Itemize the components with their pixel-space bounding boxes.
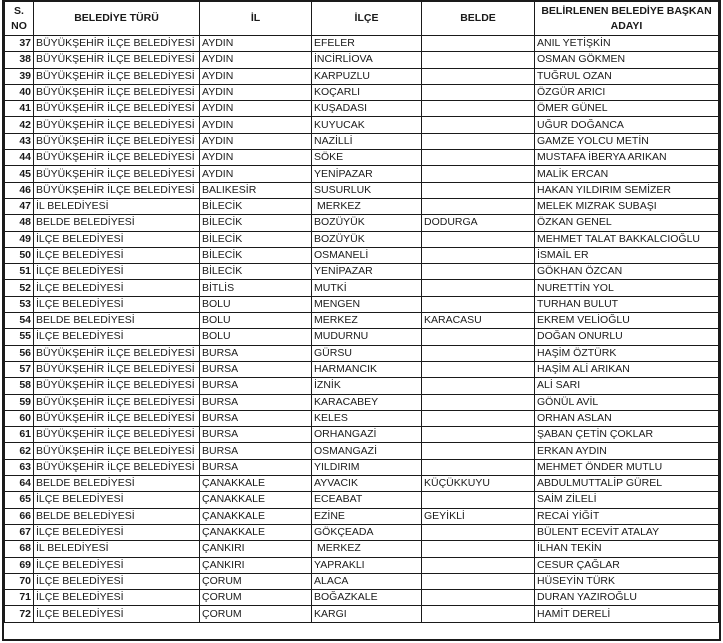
town-cell	[422, 573, 535, 589]
province-cell: BİLECİK	[200, 247, 312, 263]
municipality-type-cell: BELDE BELEDİYESİ	[34, 215, 200, 231]
town-cell	[422, 443, 535, 459]
candidate-cell: BÜLENT ECEVİT ATALAY	[535, 524, 719, 540]
table-row	[5, 443, 719, 459]
province-cell: BURSA	[200, 459, 312, 475]
table-row	[5, 573, 719, 589]
row-number: 38	[5, 52, 34, 68]
table-row	[5, 247, 719, 263]
candidate-cell: EKREM VELİOĞLU	[535, 313, 719, 329]
province-cell: AYDIN	[200, 133, 312, 149]
municipality-type-cell: BÜYÜKŞEHİR İLÇE BELEDİYESİ	[34, 182, 200, 198]
district-cell: MENGEN	[312, 296, 422, 312]
municipality-type-cell: BÜYÜKŞEHİR İLÇE BELEDİYESİ	[34, 36, 200, 52]
row-number: 65	[5, 492, 34, 508]
district-cell: EZİNE	[312, 508, 422, 524]
town-cell	[422, 410, 535, 426]
candidate-cell: ŞABAN ÇETİN ÇOKLAR	[535, 427, 719, 443]
candidate-cell: ÖZGÜR ARICI	[535, 84, 719, 100]
municipality-type-cell: BÜYÜKŞEHİR İLÇE BELEDİYESİ	[34, 133, 200, 149]
province-cell: BURSA	[200, 378, 312, 394]
district-cell: OSMANGAZİ	[312, 443, 422, 459]
table-row	[5, 182, 719, 198]
row-number: 41	[5, 101, 34, 117]
district-cell: KUYUCAK	[312, 117, 422, 133]
candidate-cell: MUSTAFA İBERYA ARIKAN	[535, 150, 719, 166]
province-cell: BALIKESİR	[200, 182, 312, 198]
town-cell	[422, 231, 535, 247]
candidate-cell: İLHAN TEKİN	[535, 541, 719, 557]
province-cell: BİLECİK	[200, 264, 312, 280]
municipality-type-cell: İLÇE BELEDİYESİ	[34, 296, 200, 312]
candidate-cell: DURAN YAZIROĞLU	[535, 590, 719, 606]
province-cell: BURSA	[200, 394, 312, 410]
candidate-cell: ORHAN ASLAN	[535, 410, 719, 426]
row-number: 50	[5, 247, 34, 263]
town-cell	[422, 541, 535, 557]
row-number: 69	[5, 557, 34, 573]
row-number: 48	[5, 215, 34, 231]
municipality-type-cell: BÜYÜKŞEHİR İLÇE BELEDİYESİ	[34, 427, 200, 443]
candidate-cell: MELEK MIZRAK SUBAŞI	[535, 198, 719, 214]
district-cell: İNCİRLİOVA	[312, 52, 422, 68]
candidate-cell: GÖKHAN ÖZCAN	[535, 264, 719, 280]
municipality-type-cell: İLÇE BELEDİYESİ	[34, 606, 200, 622]
municipality-type-cell: İLÇE BELEDİYESİ	[34, 231, 200, 247]
municipality-type-cell: İLÇE BELEDİYESİ	[34, 247, 200, 263]
candidate-cell: HAŞİM ALİ ARIKAN	[535, 361, 719, 377]
district-cell: ALACA	[312, 573, 422, 589]
table-row	[5, 264, 719, 280]
row-number: 46	[5, 182, 34, 198]
candidate-cell: TURHAN BULUT	[535, 296, 719, 312]
town-cell	[422, 524, 535, 540]
table-header-row	[5, 2, 719, 36]
row-number: 58	[5, 378, 34, 394]
district-cell: KUŞADASI	[312, 101, 422, 117]
district-cell: BOZÜYÜK	[312, 231, 422, 247]
table-row	[5, 329, 719, 345]
municipality-type-cell: İLÇE BELEDİYESİ	[34, 329, 200, 345]
row-number: 55	[5, 329, 34, 345]
district-cell: SÖKE	[312, 150, 422, 166]
province-cell: AYDIN	[200, 117, 312, 133]
header-municipality-type: BELEDİYE TÜRÜ	[34, 2, 200, 36]
row-number: 39	[5, 68, 34, 84]
header-district: İLÇE	[312, 2, 422, 36]
province-cell: BİLECİK	[200, 231, 312, 247]
municipality-type-cell: BÜYÜKŞEHİR İLÇE BELEDİYESİ	[34, 150, 200, 166]
row-number: 56	[5, 345, 34, 361]
town-cell	[422, 394, 535, 410]
province-cell: ÇANKIRI	[200, 557, 312, 573]
candidate-cell: İSMAİL ER	[535, 247, 719, 263]
row-number: 64	[5, 476, 34, 492]
candidate-cell: SAİM ZİLELİ	[535, 492, 719, 508]
table-row	[5, 231, 719, 247]
candidate-cell: ERKAN AYDIN	[535, 443, 719, 459]
candidate-table-container	[2, 0, 721, 641]
table-row	[5, 394, 719, 410]
district-cell: YENİPAZAR	[312, 264, 422, 280]
row-number: 59	[5, 394, 34, 410]
town-cell	[422, 345, 535, 361]
town-cell	[422, 117, 535, 133]
municipality-type-cell: BELDE BELEDİYESİ	[34, 508, 200, 524]
province-cell: BURSA	[200, 361, 312, 377]
row-number: 63	[5, 459, 34, 475]
province-cell: AYDIN	[200, 52, 312, 68]
row-number: 53	[5, 296, 34, 312]
town-cell	[422, 84, 535, 100]
town-cell: KARACASU	[422, 313, 535, 329]
table-row	[5, 280, 719, 296]
row-number: 51	[5, 264, 34, 280]
district-cell: YAPRAKLI	[312, 557, 422, 573]
row-number: 47	[5, 198, 34, 214]
province-cell: ÇORUM	[200, 590, 312, 606]
table-row	[5, 215, 719, 231]
municipality-type-cell: BÜYÜKŞEHİR İLÇE BELEDİYESİ	[34, 52, 200, 68]
table-row	[5, 557, 719, 573]
district-cell: ECEABAT	[312, 492, 422, 508]
candidate-cell: GÖNÜL AVİL	[535, 394, 719, 410]
municipality-type-cell: İL BELEDİYESİ	[34, 541, 200, 557]
province-cell: BURSA	[200, 345, 312, 361]
table-body	[5, 36, 719, 623]
province-cell: BİLECİK	[200, 198, 312, 214]
town-cell	[422, 296, 535, 312]
town-cell	[422, 329, 535, 345]
district-cell: SUSURLUK	[312, 182, 422, 198]
table-row	[5, 150, 719, 166]
row-number: 52	[5, 280, 34, 296]
table-row	[5, 166, 719, 182]
candidate-cell: GAMZE YOLCU METİN	[535, 133, 719, 149]
municipality-type-cell: BÜYÜKŞEHİR İLÇE BELEDİYESİ	[34, 443, 200, 459]
municipality-type-cell: İLÇE BELEDİYESİ	[34, 590, 200, 606]
row-number: 40	[5, 84, 34, 100]
district-cell: MERKEZ	[312, 313, 422, 329]
table-row	[5, 52, 719, 68]
row-number: 44	[5, 150, 34, 166]
district-cell: GÜRSU	[312, 345, 422, 361]
district-cell: NAZİLLİ	[312, 133, 422, 149]
district-cell: İZNİK	[312, 378, 422, 394]
candidate-cell: HAŞİM ÖZTÜRK	[535, 345, 719, 361]
province-cell: BURSA	[200, 443, 312, 459]
municipality-type-cell: İLÇE BELEDİYESİ	[34, 524, 200, 540]
table-row	[5, 492, 719, 508]
province-cell: AYDIN	[200, 150, 312, 166]
municipality-type-cell: İLÇE BELEDİYESİ	[34, 557, 200, 573]
province-cell: BOLU	[200, 296, 312, 312]
row-number: 54	[5, 313, 34, 329]
town-cell	[422, 264, 535, 280]
row-number: 57	[5, 361, 34, 377]
municipality-type-cell: BÜYÜKŞEHİR İLÇE BELEDİYESİ	[34, 378, 200, 394]
header-province: İL	[200, 2, 312, 36]
province-cell: BURSA	[200, 410, 312, 426]
table-row	[5, 410, 719, 426]
row-number: 66	[5, 508, 34, 524]
header-town: BELDE	[422, 2, 535, 36]
candidate-cell: ABDULMUTTALİP GÜREL	[535, 476, 719, 492]
district-cell: MERKEZ	[312, 198, 422, 214]
table-row	[5, 606, 719, 622]
candidate-cell: HÜSEYİN TÜRK	[535, 573, 719, 589]
municipality-type-cell: BÜYÜKŞEHİR İLÇE BELEDİYESİ	[34, 117, 200, 133]
district-cell: ORHANGAZİ	[312, 427, 422, 443]
province-cell: ÇANKIRI	[200, 541, 312, 557]
municipality-type-cell: BELDE BELEDİYESİ	[34, 476, 200, 492]
table-row	[5, 296, 719, 312]
row-number: 49	[5, 231, 34, 247]
town-cell	[422, 361, 535, 377]
row-number: 72	[5, 606, 34, 622]
town-cell	[422, 198, 535, 214]
header-candidate: BELİRLENEN BELEDİYE BAŞKAN ADAYI	[535, 2, 719, 36]
municipality-type-cell: İL BELEDİYESİ	[34, 198, 200, 214]
municipality-type-cell: BELDE BELEDİYESİ	[34, 313, 200, 329]
province-cell: BURSA	[200, 427, 312, 443]
municipality-type-cell: İLÇE BELEDİYESİ	[34, 264, 200, 280]
candidate-cell: DOĞAN ONURLU	[535, 329, 719, 345]
table-row	[5, 198, 719, 214]
town-cell	[422, 182, 535, 198]
province-cell: AYDIN	[200, 36, 312, 52]
district-cell: YILDIRIM	[312, 459, 422, 475]
candidate-cell: HAKAN YILDIRIM SEMİZER	[535, 182, 719, 198]
province-cell: ÇANAKKALE	[200, 508, 312, 524]
town-cell	[422, 459, 535, 475]
candidate-cell: OSMAN GÖKMEN	[535, 52, 719, 68]
municipality-type-cell: BÜYÜKŞEHİR İLÇE BELEDİYESİ	[34, 101, 200, 117]
district-cell: MERKEZ	[312, 541, 422, 557]
town-cell	[422, 606, 535, 622]
district-cell: EFELER	[312, 36, 422, 52]
district-cell: BOĞAZKALE	[312, 590, 422, 606]
district-cell: AYVACIK	[312, 476, 422, 492]
table-row	[5, 361, 719, 377]
district-cell: KELES	[312, 410, 422, 426]
province-cell: ÇORUM	[200, 573, 312, 589]
row-number: 45	[5, 166, 34, 182]
province-cell: AYDIN	[200, 101, 312, 117]
row-number: 60	[5, 410, 34, 426]
town-cell: DODURGA	[422, 215, 535, 231]
table-row	[5, 117, 719, 133]
province-cell: BİLECİK	[200, 215, 312, 231]
municipality-type-cell: BÜYÜKŞEHİR İLÇE BELEDİYESİ	[34, 394, 200, 410]
town-cell	[422, 378, 535, 394]
row-number: 37	[5, 36, 34, 52]
row-number: 61	[5, 427, 34, 443]
table-row	[5, 541, 719, 557]
town-cell	[422, 166, 535, 182]
table-row	[5, 524, 719, 540]
province-cell: BOLU	[200, 329, 312, 345]
province-cell: BOLU	[200, 313, 312, 329]
candidate-cell: NURETTİN YOL	[535, 280, 719, 296]
candidate-table	[4, 1, 719, 623]
town-cell: GEYİKLİ	[422, 508, 535, 524]
municipality-type-cell: İLÇE BELEDİYESİ	[34, 492, 200, 508]
municipality-type-cell: BÜYÜKŞEHİR İLÇE BELEDİYESİ	[34, 345, 200, 361]
district-cell: KOÇARLI	[312, 84, 422, 100]
district-cell: KARPUZLU	[312, 68, 422, 84]
province-cell: BİTLİS	[200, 280, 312, 296]
row-number: 42	[5, 117, 34, 133]
table-row	[5, 313, 719, 329]
district-cell: YENİPAZAR	[312, 166, 422, 182]
district-cell: KARGI	[312, 606, 422, 622]
town-cell	[422, 52, 535, 68]
row-number: 43	[5, 133, 34, 149]
table-row	[5, 101, 719, 117]
table-row	[5, 427, 719, 443]
municipality-type-cell: BÜYÜKŞEHİR İLÇE BELEDİYESİ	[34, 68, 200, 84]
table-row	[5, 590, 719, 606]
table-row	[5, 508, 719, 524]
town-cell: KÜÇÜKKUYU	[422, 476, 535, 492]
candidate-cell: CESUR ÇAĞLAR	[535, 557, 719, 573]
town-cell	[422, 492, 535, 508]
district-cell: BOZÜYÜK	[312, 215, 422, 231]
town-cell	[422, 150, 535, 166]
candidate-cell: ANIL YETİŞKİN	[535, 36, 719, 52]
town-cell	[422, 427, 535, 443]
candidate-cell: MEHMET TALAT BAKKALCIOĞLU	[535, 231, 719, 247]
district-cell: OSMANELİ	[312, 247, 422, 263]
table-row	[5, 476, 719, 492]
district-cell: HARMANCIK	[312, 361, 422, 377]
town-cell	[422, 557, 535, 573]
province-cell: AYDIN	[200, 68, 312, 84]
town-cell	[422, 280, 535, 296]
candidate-cell: MEHMET ÖNDER MUTLU	[535, 459, 719, 475]
province-cell: ÇANAKKALE	[200, 524, 312, 540]
candidate-cell: ÖMER GÜNEL	[535, 101, 719, 117]
municipality-type-cell: BÜYÜKŞEHİR İLÇE BELEDİYESİ	[34, 361, 200, 377]
district-cell: GÖKÇEADA	[312, 524, 422, 540]
candidate-cell: ALİ SARI	[535, 378, 719, 394]
candidate-cell: TUĞRUL OZAN	[535, 68, 719, 84]
row-number: 70	[5, 573, 34, 589]
candidate-cell: HAMİT DERELİ	[535, 606, 719, 622]
province-cell: ÇORUM	[200, 606, 312, 622]
table-row	[5, 68, 719, 84]
district-cell: MUDURNU	[312, 329, 422, 345]
province-cell: AYDIN	[200, 84, 312, 100]
table-row	[5, 133, 719, 149]
table-row	[5, 459, 719, 475]
municipality-type-cell: BÜYÜKŞEHİR İLÇE BELEDİYESİ	[34, 84, 200, 100]
row-number: 67	[5, 524, 34, 540]
province-cell: ÇANAKKALE	[200, 492, 312, 508]
municipality-type-cell: BÜYÜKŞEHİR İLÇE BELEDİYESİ	[34, 166, 200, 182]
candidate-cell: RECAİ YİĞİT	[535, 508, 719, 524]
candidate-cell: UĞUR DOĞANCA	[535, 117, 719, 133]
municipality-type-cell: İLÇE BELEDİYESİ	[34, 573, 200, 589]
town-cell	[422, 68, 535, 84]
municipality-type-cell: BÜYÜKŞEHİR İLÇE BELEDİYESİ	[34, 410, 200, 426]
town-cell	[422, 101, 535, 117]
table-row	[5, 378, 719, 394]
row-number: 68	[5, 541, 34, 557]
candidate-cell: MALİK ERCAN	[535, 166, 719, 182]
table-row	[5, 36, 719, 52]
table-row	[5, 84, 719, 100]
town-cell	[422, 247, 535, 263]
row-number: 71	[5, 590, 34, 606]
table-row	[5, 345, 719, 361]
municipality-type-cell: İLÇE BELEDİYESİ	[34, 280, 200, 296]
province-cell: ÇANAKKALE	[200, 476, 312, 492]
header-no: S. NO	[5, 2, 34, 36]
district-cell: KARACABEY	[312, 394, 422, 410]
district-cell: MUTKİ	[312, 280, 422, 296]
province-cell: AYDIN	[200, 166, 312, 182]
town-cell	[422, 133, 535, 149]
candidate-cell: ÖZKAN GENEL	[535, 215, 719, 231]
row-number: 62	[5, 443, 34, 459]
town-cell	[422, 590, 535, 606]
town-cell	[422, 36, 535, 52]
municipality-type-cell: BÜYÜKŞEHİR İLÇE BELEDİYESİ	[34, 459, 200, 475]
